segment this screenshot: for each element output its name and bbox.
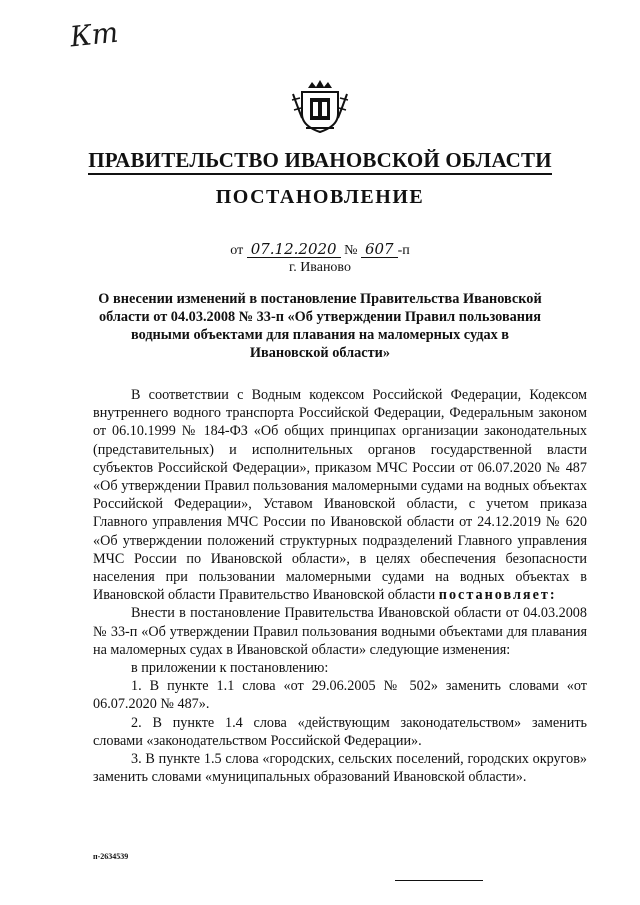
document-type: ПОСТАНОВЛЕНИЕ [215,186,425,208]
preamble-text: В соответствии с Водным кодексом Российской Федерации, Кодексом внутреннего водного транспорта Российской Федерации, Федеральным законом от 06.10.1999 № 184-ФЗ «Об общих принципах организации законодательных (представительных) и исполнительных органов государственной власти субъектов Российской Федерации», приказом МЧС России от 06.07.2020 № 487 «Об утверждении Правил пользования маломерными судами на водных объектах Российской Федерации», Уставом Ивановской области, с учетом приказа Главного управления МЧС России по Ивановской области от 24.12.2019 № 620 «Об утверждении положений структурных подразделений Главного управления МЧС России по Ивановской области», в целях обеспечения безопасности населения при пользовании маломерными судами на водных объектах в Ивановской области Правительство Ивановской области [93,387,587,604]
handwritten-note: Кт [68,15,120,54]
number-value: 607 [361,241,398,258]
ivanovo-coat-of-arms-icon [290,78,350,134]
number-suffix: -п [397,243,410,258]
organization-title-text: ПРАВИТЕЛЬСТВО ИВАНОВСКОЙ ОБЛАСТИ [88,148,552,175]
date-prefix: от [230,243,244,258]
amendment-item-2: 2. В пункте 1.4 слова «действующим законодательством» заменить словами «законодательством Российской Федерации». [93,714,587,749]
preamble-paragraph [93,386,587,604]
date-number-line [0,241,640,259]
amendment-item-3: 3. В пункте 1.5 слова «городских, сельских поселений, городских округов» заменить словами «муниципальных образований Ивановской области». [93,751,587,786]
footer-divider [395,880,483,881]
document-subject: О внесении изменений в постановление Правительства Ивановской области от 04.03.2008 № 33-п «Об утверждении Правил пользования водными объектами для плавания на маломерных судах в Ивановской области» [98,291,542,361]
amendment-item-1: 1. В пункте 1.1 слова «от 29.06.2005 № 502» заменить словами «от 06.07.2020 № 487». [93,678,587,713]
number-prefix: № [344,243,358,258]
decree-word: постановляет: [438,587,557,604]
organization-title [0,148,640,173]
place: г. Иваново [289,260,351,275]
document-body [93,386,587,786]
date-value: 07.12.2020 [247,241,341,258]
appendix-paragraph: в приложении к постановлению: [131,660,329,677]
document-code: п-2634539 [93,852,129,861]
main-paragraph: Внести в постановление Правительства Ивановской области от 04.03.2008 № 33-п «Об утверждении Правил пользования водными объектами для плавания на маломерных судах в Ивановской области» следующие изменения: [93,605,587,658]
